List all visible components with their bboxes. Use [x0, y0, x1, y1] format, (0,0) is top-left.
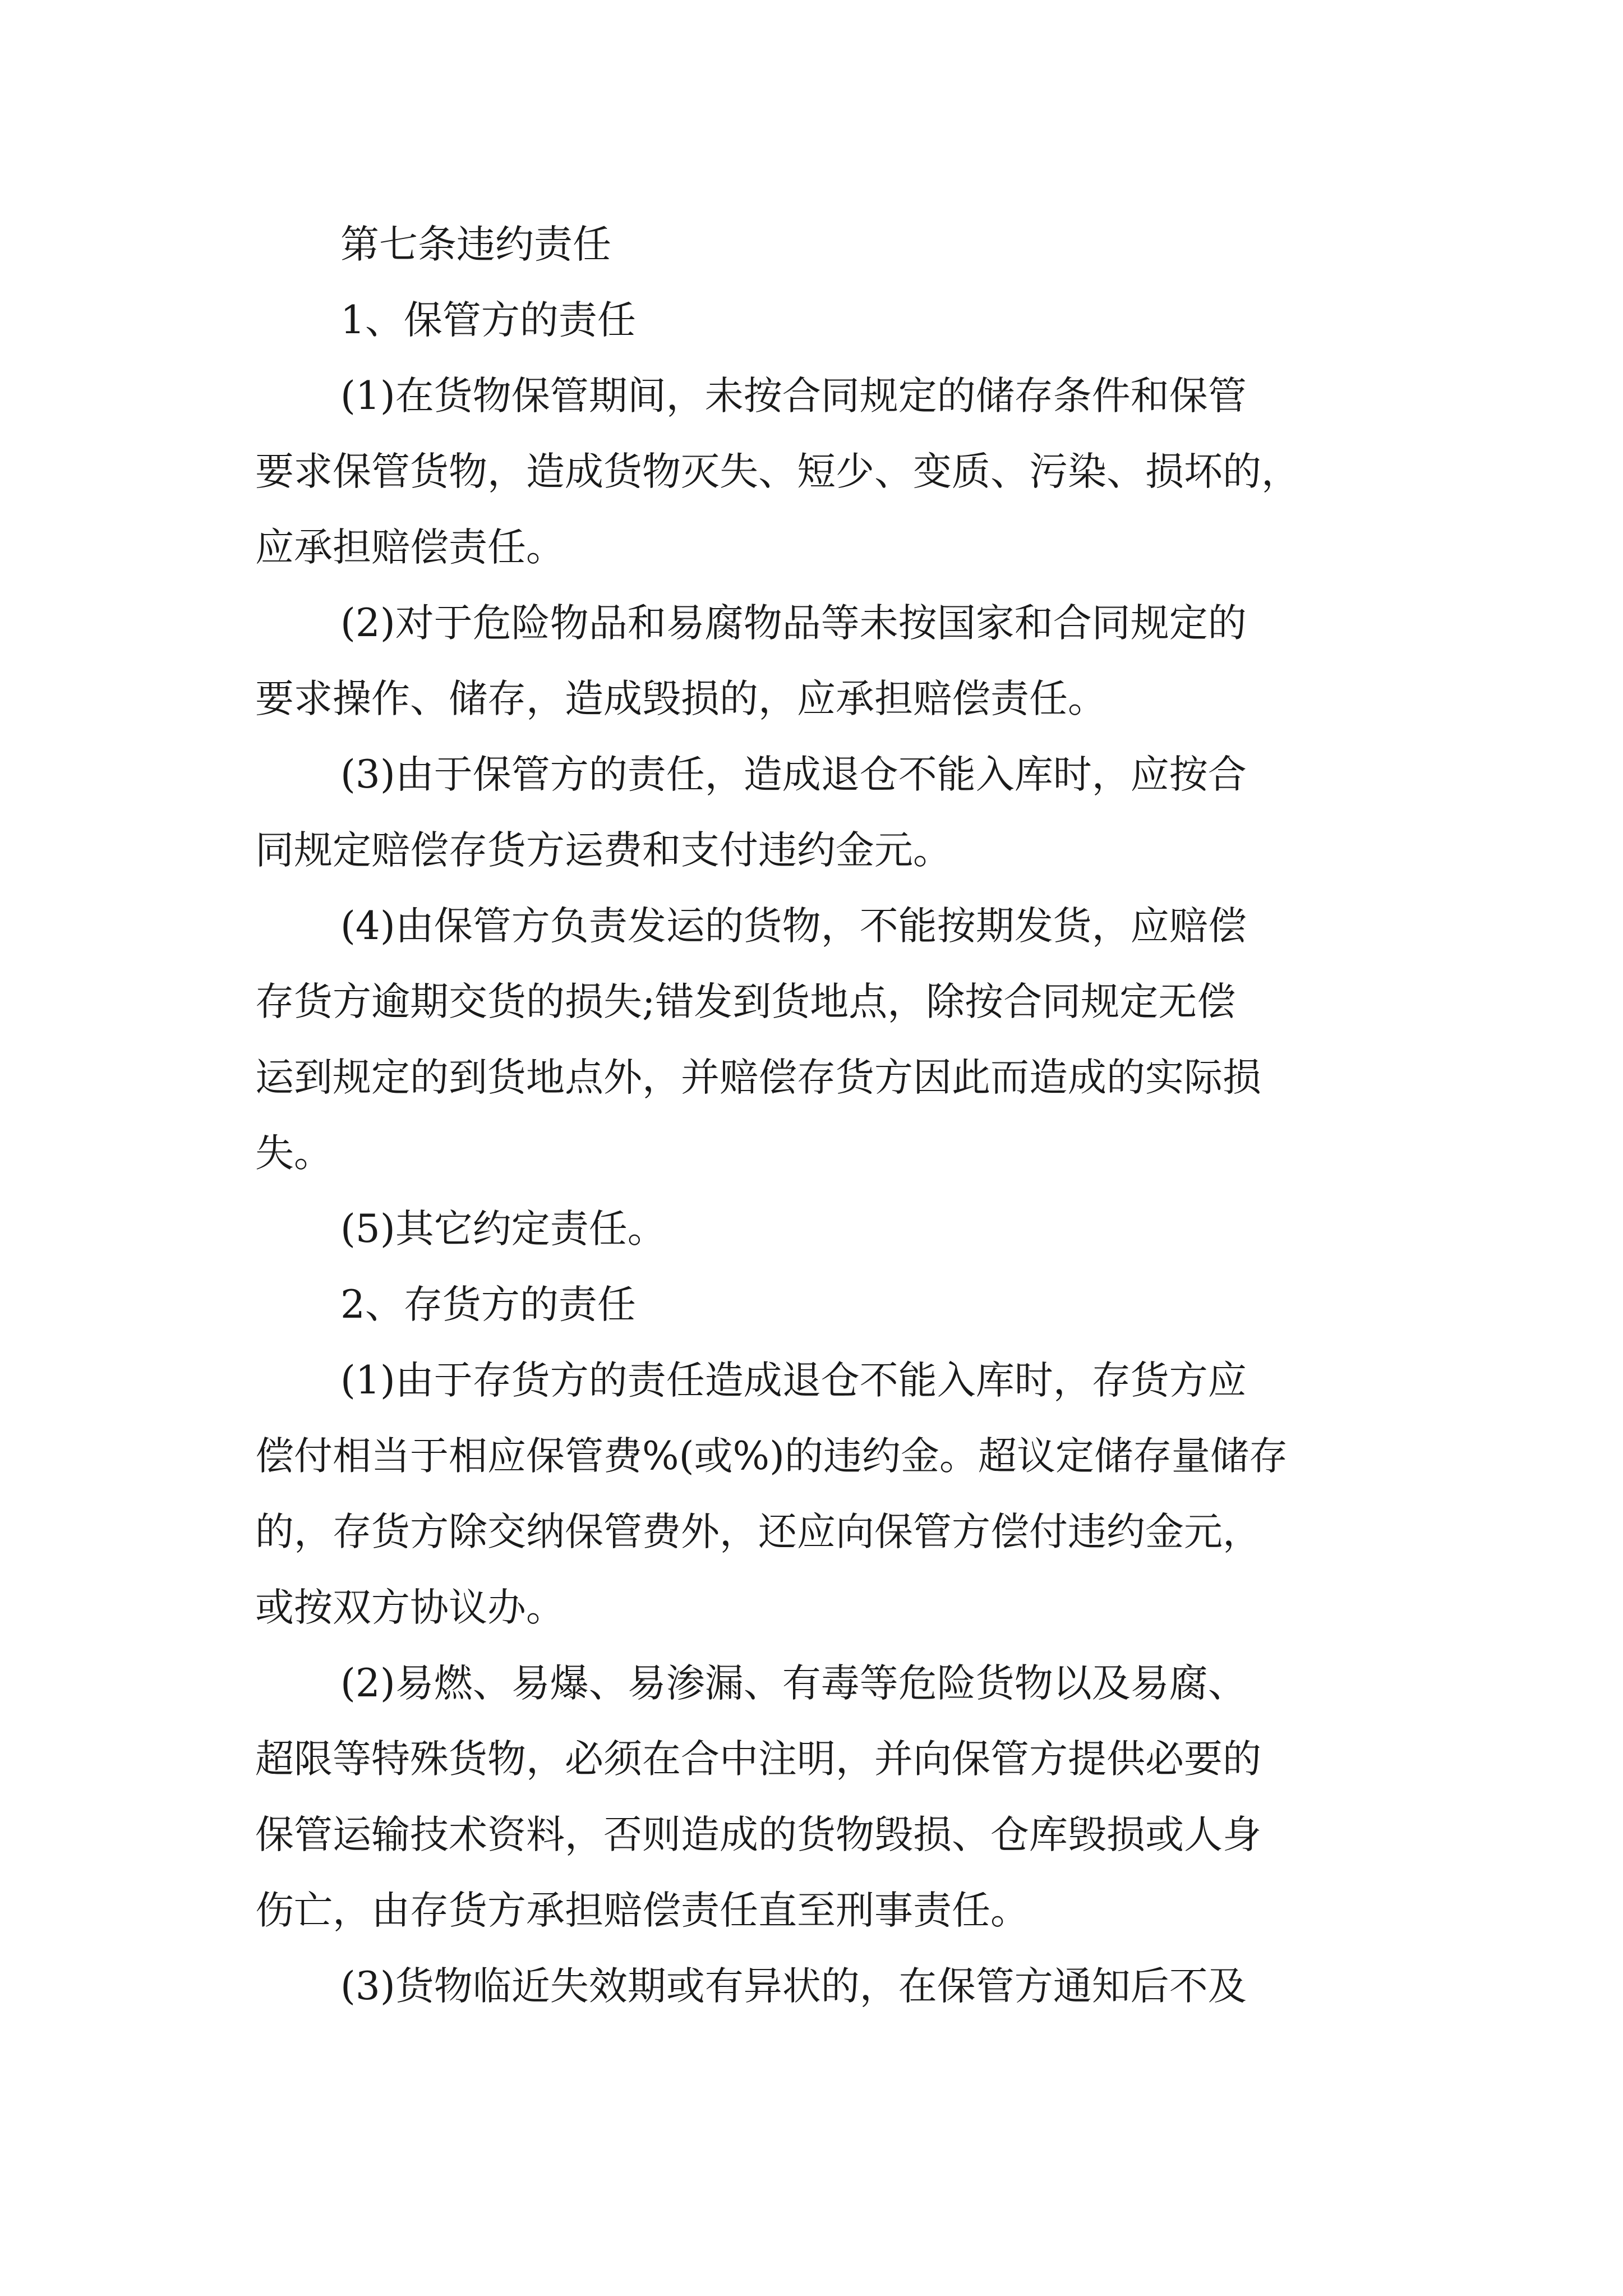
text-line: 要求保管货物，造成货物灭失、短少、变质、污染、损坏的， — [255, 449, 1300, 494]
text-line: 超限等特殊货物，必须在合中注明，并向保管方提供必要的 — [255, 1737, 1261, 1782]
article-heading: 第七条违约责任 — [340, 222, 611, 267]
text-line: 保管运输技术资料，否则造成的货物毁损、仓库毁损或人身 — [255, 1812, 1261, 1857]
text-line: 存货方逾期交货的损失;错发到货地点，除按合同规定无偿 — [255, 979, 1236, 1024]
text-line: (5)其它约定责任。 — [340, 1207, 666, 1251]
text-line: 伤亡，由存货方承担赔偿责任直至刑事责任。 — [255, 1888, 1029, 1933]
text-line: 偿付相当于相应保管费%(或%)的违约金。超议定储存量储存 — [255, 1434, 1288, 1479]
text-line: (1)由于存货方的责任造成退仓不能入库时，存货方应 — [340, 1358, 1247, 1403]
text-line: 的，存货方除交纳保管费外，还应向保管方偿付违约金元， — [255, 1510, 1261, 1554]
text-line: 运到规定的到货地点外，并赔偿存货方因此而造成的实际损 — [255, 1055, 1261, 1100]
text-line: (4)由保管方负责发运的货物，不能按期发货，应赔偿 — [340, 904, 1247, 949]
section-heading-custodian: 1、保管方的责任 — [340, 298, 636, 343]
text-line: 同规定赔偿存货方运费和支付违约金元。 — [255, 828, 952, 873]
text-line: (2)易燃、易爆、易渗漏、有毒等危险货物以及易腐、 — [340, 1661, 1247, 1706]
section-heading-depositor: 2、存货方的责任 — [340, 1282, 636, 1327]
text-line: 失。 — [255, 1131, 333, 1176]
text-line: (3)货物临近失效期或有异状的，在保管方通知后不及 — [340, 1964, 1247, 2009]
text-line: 要求操作、储存，造成毁损的，应承担赔偿责任。 — [255, 677, 1106, 721]
text-line: 或按双方协议办。 — [255, 1585, 565, 1630]
text-line: (1)在货物保管期间，未按合同规定的储存条件和保管 — [340, 374, 1247, 418]
text-line: 应承担赔偿责任。 — [255, 525, 565, 570]
text-line: (3)由于保管方的责任，造成退仓不能入库时，应按合 — [340, 752, 1247, 797]
text-line: (2)对于危险物品和易腐物品等未按国家和合同规定的 — [340, 601, 1247, 646]
